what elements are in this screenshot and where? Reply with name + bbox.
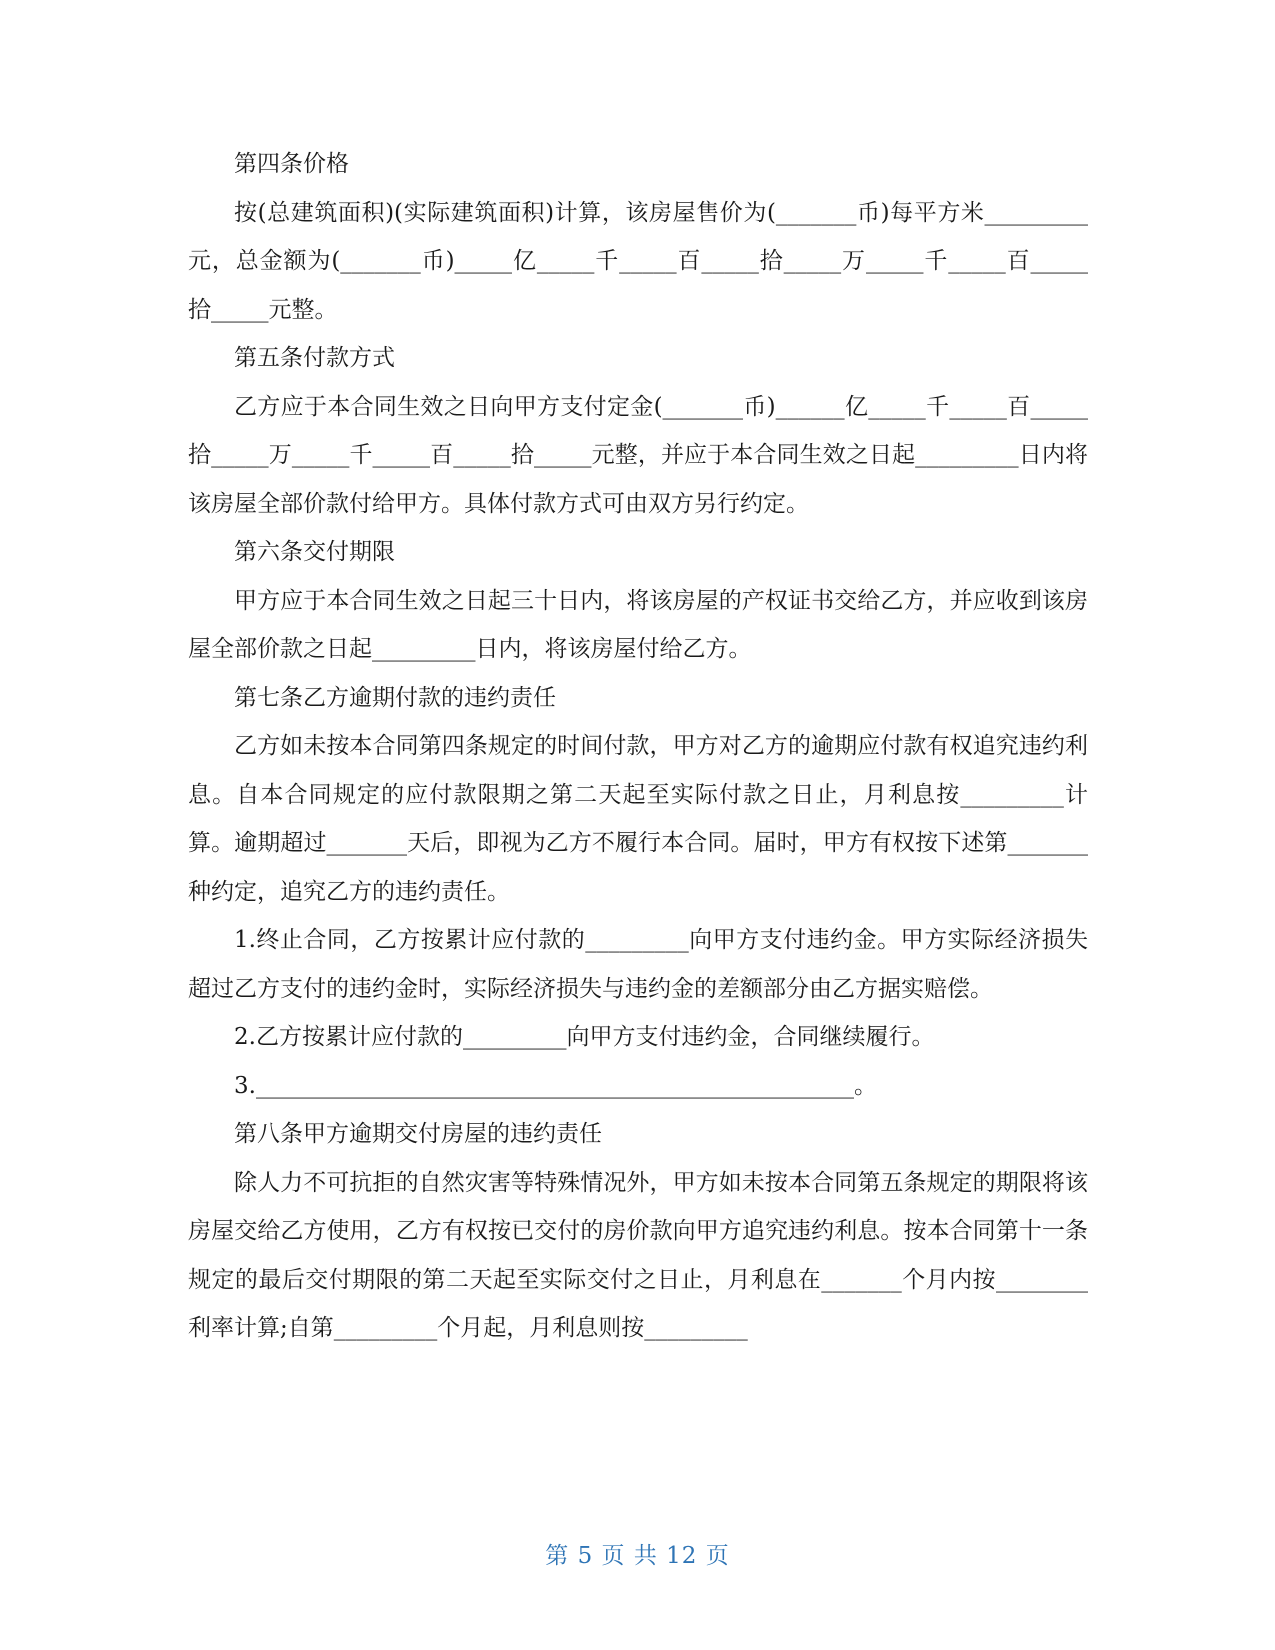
list-item-option-3: 3.____________________________________________________。 bbox=[234, 1072, 877, 1099]
section-heading-article-7: 第七条乙方逾期付款的违约责任 bbox=[234, 684, 556, 711]
section-heading-article-8: 第八条甲方逾期交付房屋的违约责任 bbox=[234, 1121, 602, 1147]
paragraph-late-payment-liability: 乙方如未按本合同第四条规定的时间付款，甲方对乙方的逾期应付款有权追究违约利息。自本合同规定的应付款限期之第二天起至实际付款之日止，月利息按_________计算。逾期超过_______天后，即视为乙方不履行本合同。届时，甲方有权按下述第_______种约定，追究乙方的违约责任。 bbox=[188, 733, 1088, 905]
section-heading-article-6: 第六条交付期限 bbox=[234, 539, 395, 565]
section-heading-article-5: 第五条付款方式 bbox=[234, 345, 395, 371]
section-heading-article-4: 第四条价格 bbox=[234, 151, 349, 177]
list-item-option-2: 2.乙方按累计应付款的_________向甲方支付违约金，合同继续履行。 bbox=[234, 1024, 935, 1050]
document-body bbox=[188, 140, 1088, 1353]
paragraph-payment-terms: 乙方应于本合同生效之日向甲方支付定金(_______币)______亿_____千_____百_____拾_____万_____千_____百_____拾_____元整，并应于本合同生效之日起_________日内将该房屋全部价款付给甲方。具体付款方式可由双方另行约定。 bbox=[188, 393, 1088, 517]
paragraph-delivery-terms: 甲方应于本合同生效之日起三十日内，将该房屋的产权证书交给乙方，并应收到该房屋全部价款之日起_________日内，将该房屋付给乙方。 bbox=[188, 587, 1088, 662]
paragraph-late-delivery-liability: 除人力不可抗拒的自然灾害等特殊情况外，甲方如未按本合同第五条规定的期限将该房屋交给乙方使用，乙方有权按已交付的房价款向甲方追究违约利息。按本合同第十一条规定的最后交付期限的第二天起至实际交付之日止，月利息在_______个月内按________利率计算;自第_________个月起，月利息则按_________ bbox=[188, 1169, 1088, 1341]
list-item-option-1: 1.终止合同，乙方按累计应付款的_________向甲方支付违约金。甲方实际经济损失超过乙方支付的违约金时，实际经济损失与违约金的差额部分由乙方据实赔偿。 bbox=[188, 927, 1088, 1002]
page-number-footer: 第 5 页 共 12 页 bbox=[545, 1543, 730, 1569]
paragraph-price-terms: 按(总建筑面积)(实际建筑面积)计算，该房屋售价为(_______币)每平方米_________元，总金额为(_______币)_____亿_____千_____百_____拾_____万_____千_____百_____拾_____元整。 bbox=[188, 199, 1088, 323]
